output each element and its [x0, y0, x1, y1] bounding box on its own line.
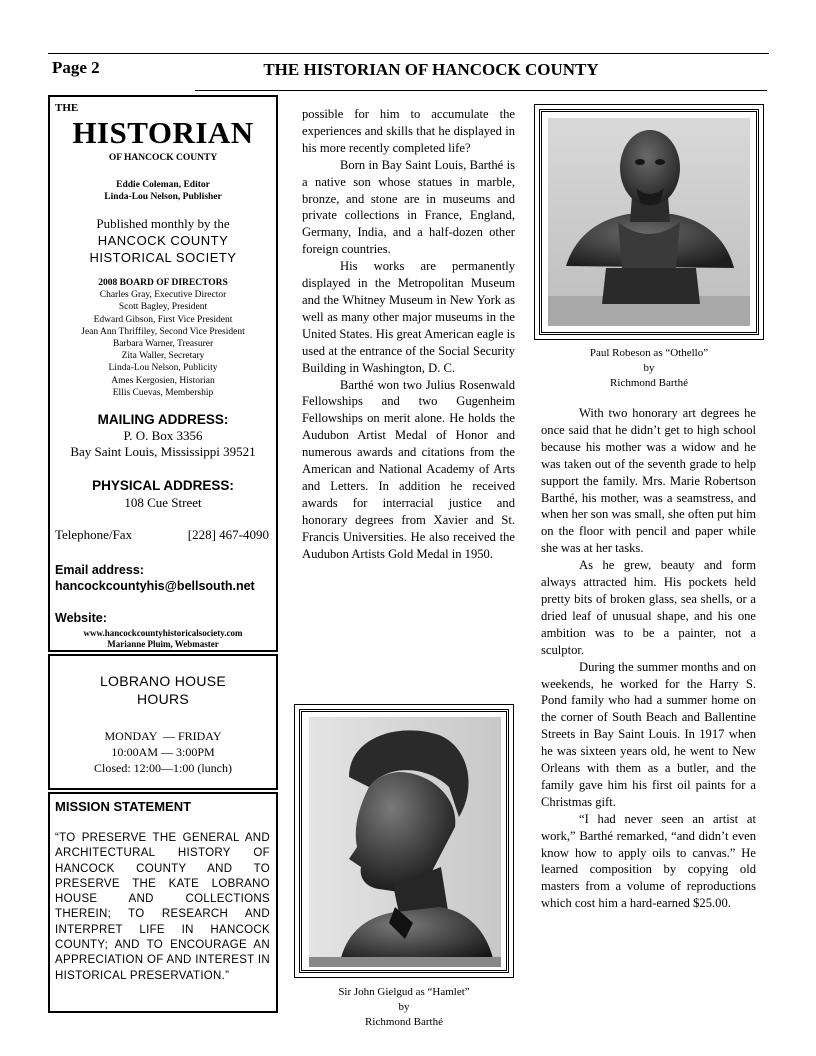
physical-address — [50, 477, 276, 511]
board-member: Jean Ann Thriffiley, Second Vice President — [81, 326, 245, 337]
newsletter-title: THE HISTORIAN OF HANCOCK COUNTY — [263, 60, 599, 79]
masthead-box — [48, 95, 278, 652]
article-column-2 — [302, 106, 515, 562]
masthead-subtitle: OF HANCOCK COUNTY — [108, 153, 218, 163]
board-member: Edward Gibson, First Vice President — [93, 314, 233, 325]
hamlet-caption-title: Sir John Gielgud as “Hamlet” — [338, 986, 470, 998]
website-url[interactable]: www.hancockcountyhistoricalsociety.com — [83, 628, 243, 638]
hours-closed: Closed: 12:00—1:00 (lunch) — [94, 761, 232, 775]
mailing-line-1: P. O. Box 3356 — [123, 428, 203, 443]
hours-time: 10:00AM — 3:00PM — [111, 745, 215, 759]
hamlet-caption-artist: Richmond Barthé — [365, 1016, 443, 1028]
society-line-1: HANCOCK COUNTY — [97, 233, 229, 248]
masthead-the: THE — [55, 102, 79, 114]
hamlet-caption-by: by — [398, 1001, 410, 1013]
board-member: Zita Waller, Secretary — [121, 351, 205, 362]
header-rule — [195, 90, 767, 91]
website-label: Website: — [55, 611, 107, 625]
article-paragraph: During the summer months and on weekends, he worked for the Harry S. Pond family who had a summer home on the corner of South Beach and Ballentine Streets in Bay Saint Louis. In 1917 when he was sixteen years old, he went to New Orleans with them as a butler, and the family gave him his first oil paints for a Christmas gift. — [541, 659, 756, 809]
othello-photo-frame — [534, 104, 764, 340]
board-member: Barbara Warner, Treasurer — [112, 339, 214, 350]
mission-box — [48, 792, 278, 1013]
hours-detail — [50, 728, 276, 776]
hours-days: MONDAY — FRIDAY — [104, 729, 222, 743]
mailing-address — [50, 412, 276, 460]
othello-caption-title: Paul Robeson as “Othello” — [589, 347, 709, 359]
othello-caption-by: by — [643, 362, 655, 374]
mission-title: MISSION STATEMENT — [55, 799, 192, 814]
hours-title-line-1: LOBRANO HOUSE — [99, 673, 227, 689]
webmaster-credit: Marianne Pluim, Webmaster — [107, 639, 219, 649]
article-paragraph: possible for him to accumulate the experiences and skills that he displayed in his more recently completed life? — [302, 107, 515, 155]
mailing-line-2: Bay Saint Louis, Mississippi 39521 — [70, 444, 256, 459]
society-line-2: HISTORICAL SOCIETY — [89, 250, 237, 265]
article-paragraph: As he grew, beauty and form always attracted him. His pockets held pretty bits of broken glass, sea shells, or a dried leaf of unusual shape, and his one ambition was to be a painter, not a sculptor. — [541, 558, 756, 657]
hamlet-photo-frame — [294, 704, 514, 978]
board-member: Ames Kergosien, Historian — [111, 375, 215, 386]
email-label: Email address: — [55, 563, 144, 577]
article-column-3 — [541, 405, 756, 912]
article-paragraph: With two honorary art degrees he once said that he didn’t get to high school because his mother was a widow and he was taken out of the seventh grade to help support the family. Mrs. Marie Robertson Barthé, his mother, was a seamstress, and when her son was small, she often put him on the floor with pencil and paper while she was at her tasks. — [541, 406, 756, 556]
page-number: Page 2 — [52, 58, 100, 77]
board-member: Scott Bagley, President — [118, 302, 208, 313]
board-member: Ellis Cuevas, Membership — [112, 387, 214, 398]
hours-box — [48, 654, 278, 790]
hamlet-caption — [294, 985, 514, 1030]
othello-caption-artist: Richmond Barthé — [610, 377, 688, 389]
publisher-credit: Linda-Lou Nelson, Publisher — [104, 192, 222, 202]
board-title: 2008 BOARD OF DIRECTORS — [98, 278, 228, 288]
email-block — [55, 562, 275, 594]
telephone-label: Telephone/Fax — [55, 527, 133, 542]
board-member: Charles Gray, Executive Director — [99, 290, 227, 301]
article-paragraph: His works are permanently displayed in the Metropolitan Museum and the Whitney Museum in New York as well as many other major museums in the United States. His great American eagle is used at the entrance of the Social Security Building in Washington, D. C. — [302, 259, 515, 375]
board-of-directors — [50, 277, 276, 399]
editor-credit: Eddie Coleman, Editor — [116, 180, 210, 190]
telephone-row — [55, 527, 269, 543]
mission-text: “TO PRESERVE THE GENERAL AND ARCHITECTURAL HISTORY OF HANCOCK COUNTY AND TO PRESERVE THE KATE LOBRANO HOUSE AND COLLECTIONS THEREIN; TO RESEARCH AND INTERPRET LIFE IN HANCOCK COUNTY; AND TO ENCOURAGE AN APPRECIATION OF AND INTEREST IN HISTORICAL PRESERVATION.” — [55, 832, 270, 982]
article-paragraph: Barthé won two Julius Rosenwald Fellowships and two Gugenheim Fellowships on merit alone. He holds the Audubon Artist Medal of Honor and numerous awards and citations from the American and National Academy of Arts and Letters. In addition he received awards for interracial justice and honorary degrees from Xavier and St. Francis Universities. He also received the Audubon Artists Gold Medal in 1950. — [302, 377, 515, 561]
masthead-name: HISTORIAN — [72, 115, 254, 150]
physical-line: 108 Cue Street — [124, 495, 202, 510]
website-block — [50, 628, 276, 650]
published-by: Published monthly by the — [96, 216, 230, 231]
hours-title — [50, 672, 276, 708]
email-address[interactable]: hancockcountyhis@bellsouth.net — [55, 579, 255, 593]
physical-label: PHYSICAL ADDRESS: — [92, 478, 234, 493]
othello-bust-photo — [548, 118, 750, 326]
mailing-label: MAILING ADDRESS: — [97, 412, 229, 427]
board-member: Linda-Lou Nelson, Publicity — [108, 363, 218, 374]
hamlet-bust-photo — [309, 717, 501, 967]
hours-title-line-2: HOURS — [136, 691, 190, 707]
staff-credits — [50, 179, 276, 203]
article-paragraph: “I had never seen an artist at work,” Barthé remarked, “and didn’t even know how to apply oils to canvas.” He learned composition by copying old masters from a volume of reproductions which cost him a hard-earned $25.00. — [541, 811, 756, 911]
article-paragraph: Born in Bay Saint Louis, Barthé is a native son whose statues in marble, bronze, and stone are in museums and private collections in France, England, Germany, India, and a half-dozen other foreign countries. — [302, 157, 515, 257]
telephone-value: [228] 467-4090 — [187, 527, 269, 542]
othello-caption — [534, 346, 764, 391]
publisher-statement — [50, 215, 276, 266]
top-rule — [48, 53, 769, 54]
